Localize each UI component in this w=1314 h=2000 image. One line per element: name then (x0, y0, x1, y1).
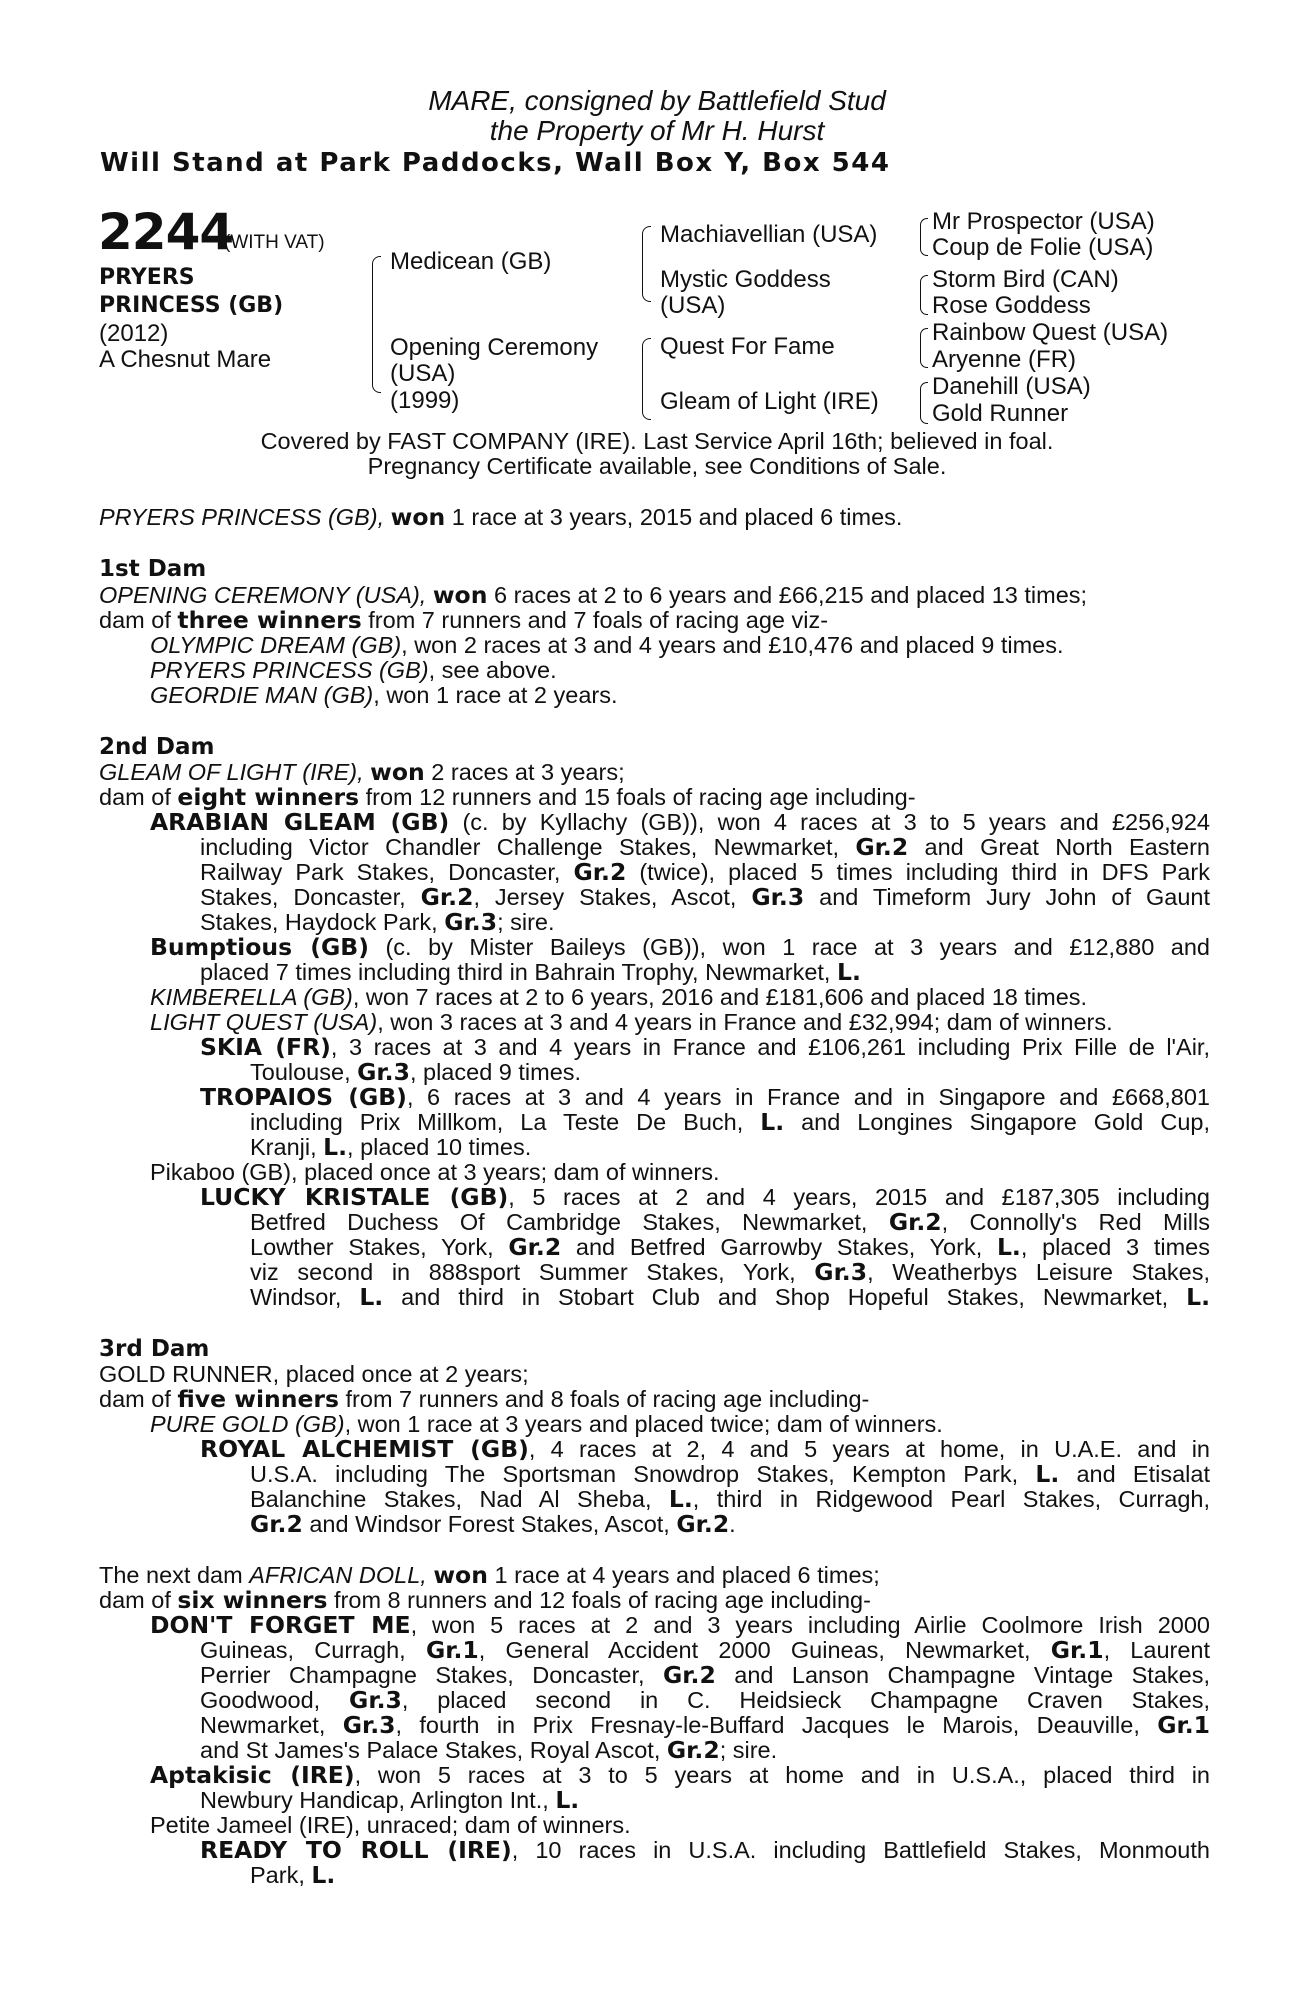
lucky-kristale-line2: Betfred Duchess Of Cambridge Stakes, Newmarket, Gr.2, Connolly's Red Mills (250, 1208, 1210, 1236)
first-dam-line: OPENING CEREMONY (USA), won 6 races at 2 to 6 years and £66,215 and placed 13 times; (99, 581, 1088, 609)
granddam-4: Gold Runner (932, 400, 1069, 427)
grandsire-4: Danehill (USA) (932, 373, 1091, 400)
arabian-gleam-line2: including Victor Chandler Challenge Stakes, Newmarket, Gr.2 and Great North Eastern (200, 833, 1210, 861)
bracket-g2 (920, 275, 928, 315)
aptakisic-line2: Newbury Handicap, Arlington Int., L. (200, 1786, 580, 1814)
pryers-princess-line: PRYERS PRINCESS (GB), see above. (150, 657, 557, 683)
olympic-dream-line: OLYMPIC DREAM (GB), won 2 races at 3 and 4 years and £10,476 and placed 9 times. (150, 632, 1064, 658)
second-dam-produce-line: dam of eight winners from 12 runners and 15 foals of racing age including- (99, 783, 916, 811)
dam-name-line2: (USA) (390, 360, 456, 387)
aptakisic-line1: Aptakisic (IRE), won 5 races at 3 to 5 years at home and in U.S.A., placed third in (150, 1761, 1211, 1789)
horse-name-line2: PRINCESS (GB) (99, 293, 284, 318)
skia-line1: SKIA (FR), 3 races at 3 and 4 years in France and £106,261 including Prix Fille de l'Air, (200, 1033, 1210, 1061)
horse-name-line1: PRYERS (99, 265, 195, 290)
dont-forget-me-line1: DON'T FORGET ME, won 5 races at 2 and 3 years including Airlie Coolmore Irish 2000 (150, 1611, 1210, 1639)
dam-sire: Quest For Fame (660, 333, 835, 360)
dont-forget-me-line5: Newmarket, Gr.3, fourth in Prix Fresnay-le-Buffard Jacques le Marois, Deauville, Gr.1 (200, 1711, 1210, 1739)
royal-alchemist-line3: Balanchine Stakes, Nad Al Sheba, L., third in Ridgewood Pearl Stakes, Curragh, (250, 1485, 1210, 1513)
lucky-kristale-line4: viz second in 888sport Summer Stakes, York, Gr.3, Weatherbys Leisure Stakes, (250, 1258, 1210, 1286)
arabian-gleam-line3: Railway Park Stakes, Doncaster, Gr.2 (twice), placed 5 times including third in DFS Park (200, 858, 1210, 886)
lot-number: 2244 (98, 203, 234, 261)
dam-name-line3: (1999) (390, 387, 460, 414)
bracket-g4 (920, 382, 928, 424)
third-dam-heading: 3rd Dam (99, 1336, 210, 1362)
sire-dam-line2: (USA) (660, 292, 726, 319)
horse-description: A Chesnut Mare (99, 346, 272, 373)
foaling-year: (2012) (99, 320, 169, 347)
arabian-gleam-line5: Stakes, Haydock Park, Gr.3; sire. (200, 908, 555, 936)
first-dam-heading: 1st Dam (99, 556, 207, 582)
covered-line1: Covered by FAST COMPANY (IRE). Last Service April 16th; believed in foal. (260, 428, 1054, 454)
sire-dam-line1: Mystic Goddess (660, 266, 831, 293)
intro-line: PRYERS PRINCESS (GB), won 1 race at 3 years, 2015 and placed 6 times. (99, 503, 903, 531)
bracket-g3 (920, 328, 928, 368)
dont-forget-me-line3: Perrier Champagne Stakes, Doncaster, Gr.2 and Lanson Champagne Vintage Stakes, (200, 1661, 1211, 1689)
geordie-man-line: GEORDIE MAN (GB), won 1 race at 2 years. (150, 682, 618, 708)
grandsire-1: Mr Prospector (USA) (932, 208, 1155, 235)
vat-label: (WITH VAT) (224, 232, 325, 253)
arabian-gleam-line4: Stakes, Doncaster, Gr.2, Jersey Stakes, Ascot, Gr.3 and Timeform Jury John of Gaunt (200, 883, 1210, 911)
royal-alchemist-line4: Gr.2 and Windsor Forest Stakes, Ascot, Gr.2. (250, 1510, 736, 1538)
second-dam-line: GLEAM OF LIGHT (IRE), won 2 races at 3 years; (99, 758, 625, 786)
tropaios-line2: including Prix Millkom, La Teste De Buch, L. and Longines Singapore Gold Cup, (250, 1108, 1210, 1136)
kimberella-line: KIMBERELLA (GB), won 7 races at 2 to 6 years, 2016 and £181,606 and placed 18 times. (150, 984, 1088, 1010)
third-dam-produce-line: dam of five winners from 7 runners and 8 foals of racing age including- (99, 1385, 870, 1413)
dont-forget-me-line4: Goodwood, Gr.3, placed second in C. Heidsieck Champagne Craven Stakes, (200, 1686, 1210, 1714)
tropaios-line1: TROPAIOS (GB), 6 races at 3 and 4 years in France and in Singapore and £668,801 (200, 1083, 1210, 1111)
stabling-line: Will Stand at Park Paddocks, Wall Box Y, Box 544 (100, 148, 891, 178)
tropaios-line3: Kranji, L., placed 10 times. (250, 1133, 532, 1161)
bracket-main (372, 256, 381, 393)
light-quest-line: LIGHT QUEST (USA), won 3 races at 3 and 4 years in France and £32,994; dam of winners. (150, 1009, 1113, 1035)
ready-to-roll-line2: Park, L. (250, 1861, 336, 1889)
arabian-gleam-line1: ARABIAN GLEAM (GB) (c. by Kyllachy (GB)), won 4 races at 3 to 5 years and £256,924 (150, 808, 1210, 836)
sire-sire: Machiavellian (USA) (660, 221, 878, 248)
first-dam-produce-line: dam of three winners from 7 runners and 7 foals of racing age viz- (99, 606, 829, 634)
bracket-sire (642, 226, 651, 302)
dont-forget-me-line6: and St James's Palace Stakes, Royal Ascot, Gr.2; sire. (200, 1736, 778, 1764)
next-dam-produce-line: dam of six winners from 8 runners and 12 foals of racing age including- (99, 1586, 871, 1614)
bumptious-line2: placed 7 times including third in Bahrain Trophy, Newmarket, L. (200, 958, 861, 986)
consignor-line: MARE, consigned by Battlefield Stud (428, 85, 886, 116)
granddam-1: Coup de Folie (USA) (932, 234, 1154, 261)
second-dam-heading: 2nd Dam (99, 734, 215, 760)
sire-name: Medicean (GB) (390, 248, 552, 275)
bracket-g1 (920, 218, 928, 256)
covered-line2: Pregnancy Certificate available, see Conditions of Sale. (367, 453, 947, 479)
dam-dam: Gleam of Light (IRE) (660, 388, 879, 415)
bumptious-line1: Bumptious (GB) (c. by Mister Baileys (GB)), won 1 race at 3 years and £12,880 and (150, 933, 1210, 961)
pure-gold-line: PURE GOLD (GB), won 1 race at 3 years and placed twice; dam of winners. (150, 1411, 943, 1437)
lucky-kristale-line1: LUCKY KRISTALE (GB), 5 races at 2 and 4 years, 2015 and £187,305 including (200, 1183, 1210, 1211)
granddam-2: Rose Goddess (932, 292, 1091, 319)
third-dam-line: GOLD RUNNER, placed once at 2 years; (99, 1361, 529, 1387)
next-dam-line: The next dam AFRICAN DOLL, won 1 race at 4 years and placed 6 times; (99, 1561, 880, 1589)
royal-alchemist-line2: U.S.A. including The Sportsman Snowdrop Stakes, Kempton Park, L. and Etisalat (250, 1460, 1210, 1488)
lucky-kristale-line5: Windsor, L. and third in Stobart Club and Shop Hopeful Stakes, Newmarket, L. (250, 1283, 1210, 1311)
lucky-kristale-line3: Lowther Stakes, York, Gr.2 and Betfred Garrowby Stakes, York, L., placed 3 times (250, 1233, 1210, 1261)
bracket-dam (642, 338, 651, 420)
petite-jameel-line: Petite Jameel (IRE), unraced; dam of winners. (150, 1812, 631, 1838)
dam-name-line1: Opening Ceremony (390, 334, 599, 361)
pikaboo-line: Pikaboo (GB), placed once at 3 years; dam of winners. (150, 1159, 720, 1185)
royal-alchemist-line1: ROYAL ALCHEMIST (GB), 4 races at 2, 4 and 5 years at home, in U.A.E. and in (200, 1435, 1210, 1463)
dont-forget-me-line2: Guineas, Curragh, Gr.1, General Accident 2000 Guineas, Newmarket, Gr.1, Laurent (200, 1636, 1211, 1664)
grandsire-2: Storm Bird (CAN) (932, 266, 1119, 293)
grandsire-3: Rainbow Quest (USA) (932, 319, 1169, 346)
granddam-3: Aryenne (FR) (932, 346, 1077, 373)
property-line: the Property of Mr H. Hurst (489, 115, 825, 146)
skia-line2: Toulouse, Gr.3, placed 9 times. (250, 1058, 582, 1086)
ready-to-roll-line1: READY TO ROLL (IRE), 10 races in U.S.A. including Battlefield Stakes, Monmouth (200, 1836, 1210, 1864)
